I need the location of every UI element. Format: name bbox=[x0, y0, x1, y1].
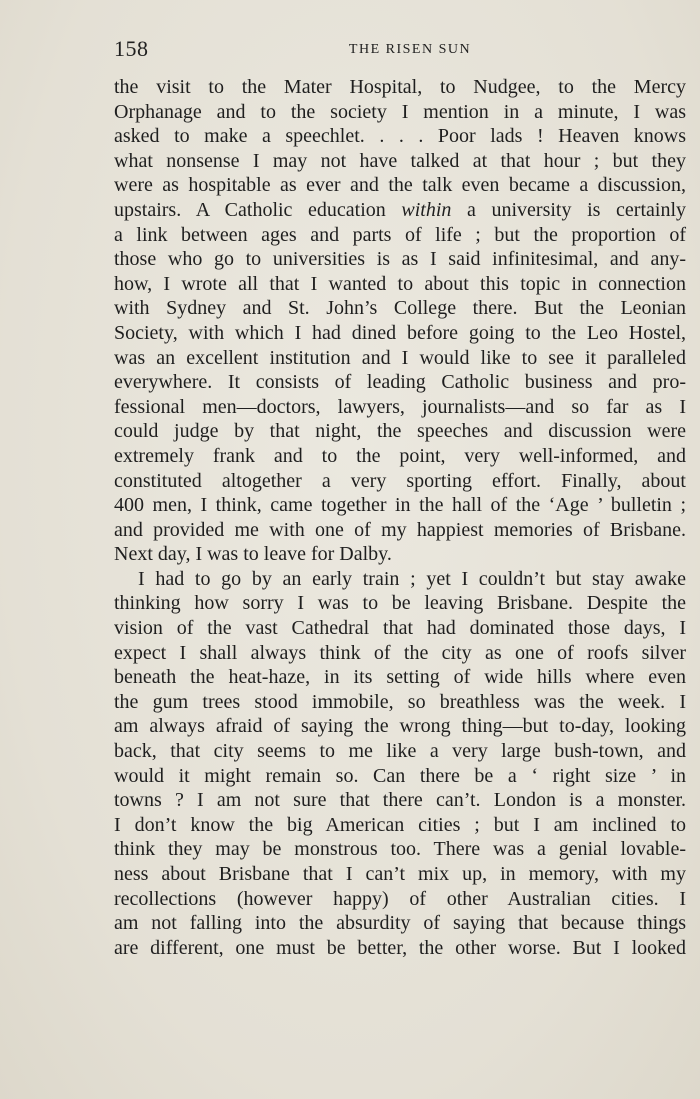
text-line: I had to go by an early train ; yet I couldn’t but stay awake bbox=[138, 567, 686, 590]
text-line: Next day, I was to leave for Dalby. bbox=[114, 543, 392, 566]
text-line: Society, with which I had dined before going to the Leo Hostel, bbox=[114, 321, 686, 344]
text-line: think they may be monstrous too. There was a genial lovable- bbox=[114, 838, 686, 861]
italic-emphasis: within bbox=[401, 198, 452, 221]
text-line: back, that city seems to me like a very large bush-town, and bbox=[114, 740, 686, 763]
page-header bbox=[114, 36, 686, 66]
text-line: could judge by that night, the speeches and discussion were bbox=[114, 420, 686, 443]
text-line: thinking how sorry I was to be leaving Brisbane. Despite the bbox=[114, 592, 686, 615]
text-line: was an excellent institution and I would like to see it paralleled bbox=[114, 346, 686, 369]
body-text bbox=[114, 75, 686, 960]
text-line: I don’t know the big American cities ; but I am inclined to bbox=[114, 813, 686, 836]
text-line: are different, one must be better, the other worse. But I looked bbox=[114, 936, 686, 959]
text-line: upstairs. A Catholic education within a university is certainly bbox=[114, 198, 686, 221]
running-title: THE RISEN SUN bbox=[348, 42, 472, 57]
text-line: asked to make a speechlet. . . . Poor lads ! Heaven knows bbox=[114, 125, 686, 148]
text-line: those who go to universities is as I said infinitesimal, and any- bbox=[114, 248, 686, 271]
text-line: constituted altogether a very sporting effort. Finally, about bbox=[114, 469, 686, 492]
text-line: the visit to the Mater Hospital, to Nudgee, to the Mercy bbox=[114, 76, 686, 98]
text-line: everywhere. It consists of leading Catholic business and pro- bbox=[114, 371, 686, 394]
text-line: am always afraid of saying the wrong thing—but to-day, looking bbox=[114, 715, 686, 738]
text-line: ness about Brisbane that I can’t mix up, in memory, with my bbox=[114, 863, 686, 885]
page-number: 158 bbox=[114, 36, 149, 61]
text-line: recollections (however happy) of other Australian cities. I bbox=[114, 887, 686, 910]
text-line: with Sydney and St. John’s College there. But the Leonian bbox=[114, 297, 686, 320]
text-line: and provided me with one of my happiest memories of Brisbane. bbox=[114, 518, 686, 541]
text-line: Orphanage and to the society I mention in a minute, I was bbox=[114, 100, 686, 123]
text-line: the gum trees stood immobile, so breathless was the week. I bbox=[114, 690, 686, 713]
text-line: fessional men—doctors, lawyers, journalists—and so far as I bbox=[114, 395, 686, 418]
text-line: how, I wrote all that I wanted to about this topic in connection bbox=[114, 272, 686, 295]
text-line: 400 men, I think, came together in the hall of the ‘Age ’ bulletin ; bbox=[114, 494, 686, 517]
text-line: were as hospitable as ever and the talk even became a discussion, bbox=[114, 174, 686, 197]
text-line: beneath the heat-haze, in its setting of wide hills where even bbox=[114, 666, 686, 689]
text-line: what nonsense I may not have talked at that hour ; but they bbox=[114, 149, 686, 172]
text-line: towns ? I am not sure that there can’t. London is a monster. bbox=[114, 789, 686, 812]
text-line: am not falling into the absurdity of saying that because things bbox=[114, 912, 686, 935]
text-line: vision of the vast Cathedral that had dominated those days, I bbox=[114, 617, 686, 640]
text-line: a link between ages and parts of life ; but the proportion of bbox=[114, 223, 686, 246]
text-line: would it might remain so. Can there be a ‘ right size ’ in bbox=[114, 764, 686, 787]
text-line: extremely frank and to the point, very well-informed, and bbox=[114, 444, 686, 467]
text-line: expect I shall always think of the city as one of roofs silver bbox=[114, 641, 686, 664]
